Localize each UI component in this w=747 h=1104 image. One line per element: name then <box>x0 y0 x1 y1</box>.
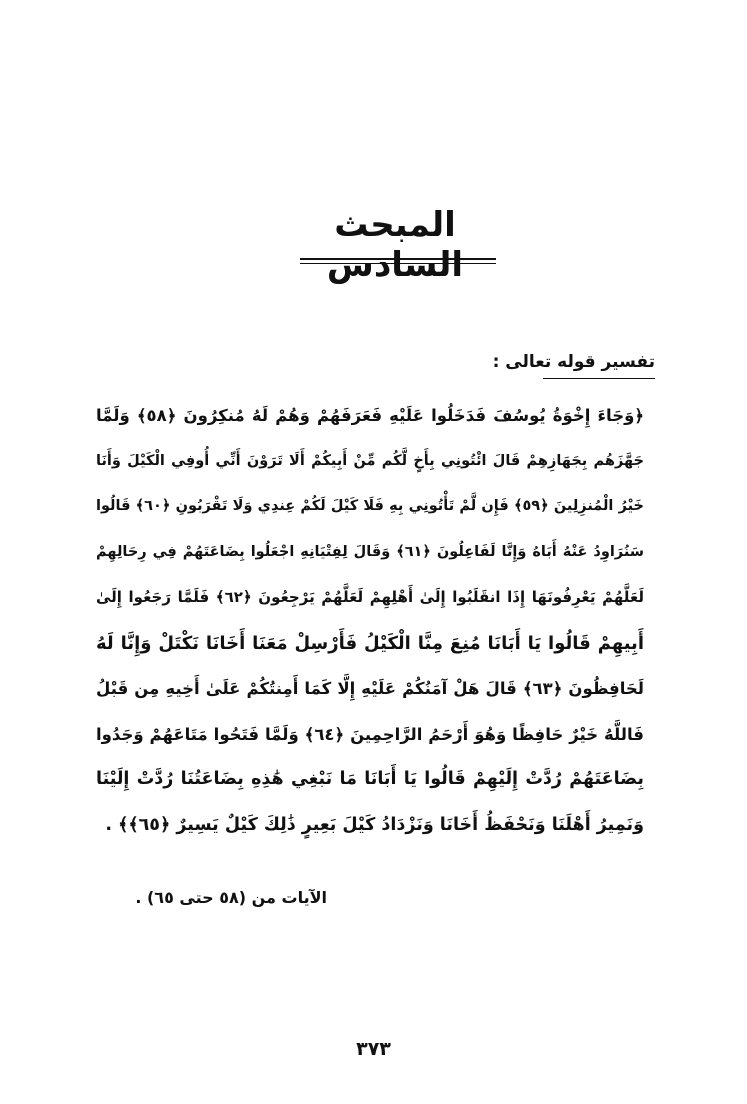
verse-line: بِضَاعَتَهُمْ رُدَّتْ إِلَيْهِمْ قَالُوا يَا أَبَانَا مَا نَبْغِي هَٰذِهِ بِضَاعَتُنَا رُدَّتْ إِلَيْنَا <box>96 769 644 789</box>
quran-verses-block <box>96 393 644 848</box>
page-number: ٣٧٣ <box>356 1038 391 1060</box>
verse-line: سَنُرَاوِدُ عَنْهُ أَبَاهُ وَإِنَّا لَفَاعِلُونَ ﴿٦١﴾ وَقَالَ لِفِتْيَانِهِ اجْعَلُوا بِضَاعَتَهُمْ فِي رِحَالِهِمْ <box>96 543 644 560</box>
verse-line: جَهَّزَهُم بِجَهَازِهِمْ قَالَ ائْتُونِي بِأَخٍ لَّكُم مِّنْ أَبِيكُمْ أَلَا تَرَوْنَ أَنِّي أُوفِي الْكَيْلَ وَأَنَا <box>96 452 644 469</box>
verse-line: لَعَلَّهُمْ يَعْرِفُونَهَا إِذَا انقَلَبُوا إِلَىٰ أَهْلِهِمْ لَعَلَّهُمْ يَرْجِعُونَ ﴿٦٢﴾ فَلَمَّا رَجَعُوا إِلَىٰ <box>96 588 644 606</box>
title-underline <box>300 258 496 260</box>
verses-reference: الآيات من (٥٨ حتى ٦٥) . <box>135 888 327 907</box>
verse-line: فَاللَّهُ خَيْرٌ حَافِظًا وَهُوَ أَرْحَمُ الرَّاحِمِينَ ﴿٦٤﴾ وَلَمَّا فَتَحُوا مَتَاعَهُمْ وَجَدُوا <box>96 724 644 744</box>
heading-underline <box>543 378 655 379</box>
verse-line: وَنَمِيرُ أَهْلَنَا وَنَحْفَظُ أَخَانَا وَنَزْدَادُ كَيْلَ بَعِيرٍ ذَٰلِكَ كَيْلٌ يَسِيرٌ ﴿٦٥﴾﴾ . <box>105 814 644 835</box>
verse-line: خَيْرُ الْمُنزِلِينَ ﴿٥٩﴾ فَإِن لَّمْ تَأْتُونِي بِهِ فَلَا كَيْلَ لَكُمْ عِندِي وَلَا تَقْرَبُونِ ﴿٦٠﴾ قَالُوا <box>96 498 644 514</box>
section-heading: تفسير قوله تعالى : <box>492 352 655 372</box>
verse-line: ﴿وَجَاءَ إِخْوَةُ يُوسُفَ فَدَخَلُوا عَلَيْهِ فَعَرَفَهُمْ وَهُمْ لَهُ مُنكِرُونَ ﴿٥٨﴾ وَلَمَّا <box>96 406 644 425</box>
verse-line: لَحَافِظُونَ ﴿٦٣﴾ قَالَ هَلْ آمَنُكُمْ عَلَيْهِ إِلَّا كَمَا أَمِنتُكُمْ عَلَىٰ أَخِيهِ مِن قَبْلُ <box>96 679 644 698</box>
chapter-title: المبحث السادس <box>326 205 464 285</box>
title-underline-secondary <box>300 263 496 264</box>
verse-line: أَبِيهِمْ قَالُوا يَا أَبَانَا مُنِعَ مِنَّا الْكَيْلُ فَأَرْسِلْ مَعَنَا أَخَانَا نَكْتَلْ وَإِنَّا لَهُ <box>96 632 644 654</box>
